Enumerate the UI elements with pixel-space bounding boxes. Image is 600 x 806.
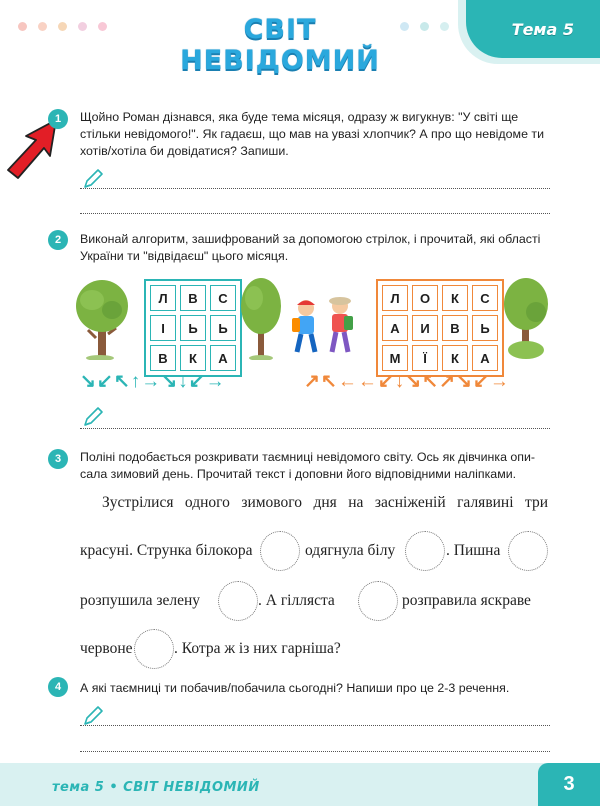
task-2-text xyxy=(80,231,540,265)
story-word: галявині xyxy=(457,494,514,511)
story-text: одягнула білу xyxy=(305,542,396,559)
story-text: . Пишна xyxy=(446,542,501,559)
story-word: одного xyxy=(184,494,230,511)
story-text: . Котра ж із них гарніша? xyxy=(174,640,341,657)
decor-dot xyxy=(38,22,47,31)
story-word: зимового xyxy=(241,494,302,511)
grid-cell: Л xyxy=(150,285,176,311)
task-1-line: стільки невідомого!". Як гадаєш, що мав на увазі хлопчик? А про що невідоме ти xyxy=(80,127,545,141)
letter-grid-left xyxy=(144,279,242,377)
decor-dot xyxy=(440,22,449,31)
task-2-line: Виконай алгоритм, зашифрований за допомогою стрілок, і прочитай, які області xyxy=(80,232,541,246)
decor-dot xyxy=(420,22,429,31)
tree-illustration xyxy=(500,276,552,360)
arrow-sequence-right: ↗↖←←↙↓↘↖↗↘↙→ xyxy=(304,371,510,392)
grid-cell: А xyxy=(210,345,236,371)
answer-line[interactable] xyxy=(80,428,550,429)
story-text: розправила яскраве xyxy=(402,592,531,609)
task-number-2: 2 xyxy=(48,230,68,250)
grid-cell: В xyxy=(442,315,468,341)
story-text: красуні. Струнка білокора xyxy=(80,542,253,559)
answer-line[interactable] xyxy=(80,213,550,214)
sticker-slot[interactable] xyxy=(218,581,258,621)
grid-cell: Ь xyxy=(472,315,498,341)
theme-tab xyxy=(458,0,600,64)
grid-cell: Ї xyxy=(412,345,438,371)
hikers-illustration xyxy=(286,294,362,360)
grid-cell: И xyxy=(412,315,438,341)
decor-dot xyxy=(400,22,409,31)
tree-illustration xyxy=(238,276,284,360)
task-4-text xyxy=(80,680,509,697)
arrow-sequence-left: ↘↙↖↑→↘↓↙→ xyxy=(80,371,226,392)
decor-dot xyxy=(18,22,27,31)
grid-cell: В xyxy=(150,345,176,371)
grid-cell: М xyxy=(382,345,408,371)
task-number-4: 4 xyxy=(48,677,68,697)
grid-cell: К xyxy=(442,345,468,371)
decor-dot xyxy=(58,22,67,31)
story-word: на xyxy=(348,494,364,511)
grid-cell: В xyxy=(180,285,206,311)
story-line-1 xyxy=(102,494,548,512)
page-number: 3 xyxy=(538,763,600,806)
page-title: СВІТ НЕВІДОМИЙ xyxy=(180,14,380,76)
decor-dot xyxy=(78,22,87,31)
tree-illustration xyxy=(70,276,134,360)
pencil-icon xyxy=(82,406,104,428)
pencil-icon xyxy=(82,168,104,190)
task-3-text xyxy=(80,449,535,483)
story-word: Зустрілися xyxy=(102,494,174,511)
sticker-slot[interactable] xyxy=(405,531,445,571)
task-2-line: України ти "відвідаєш" цього місяця. xyxy=(80,249,289,263)
grid-cell: А xyxy=(382,315,408,341)
sticker-slot[interactable] xyxy=(260,531,300,571)
grid-cell: Ь xyxy=(210,315,236,341)
grid-cell: С xyxy=(210,285,236,311)
task-3-line: сала зимовий день. Прочитай текст і доповни його відповідними наліпками. xyxy=(80,467,517,481)
footer-label: тема 5 • СВІТ НЕВІДОМИЙ xyxy=(52,780,260,795)
story-word: дня xyxy=(313,494,337,511)
grid-cell: О xyxy=(412,285,438,311)
task-1-text xyxy=(80,109,544,160)
grid-cell: С xyxy=(472,285,498,311)
story-text: . А гілляста xyxy=(258,592,335,609)
answer-line[interactable] xyxy=(80,751,550,752)
grid-cell: К xyxy=(442,285,468,311)
theme-tab-label: Тема 5 xyxy=(511,20,574,39)
decor-dots-left xyxy=(18,22,107,31)
story-text: червоне xyxy=(80,640,133,657)
page-footer xyxy=(0,763,600,806)
grid-cell: Ь xyxy=(180,315,206,341)
grid-cell: К xyxy=(180,345,206,371)
task-4-line: А які таємниці ти побачив/побачила сьогодні? Напиши про це 2-3 речення. xyxy=(80,681,510,695)
letter-grid-right xyxy=(376,279,504,377)
answer-line[interactable] xyxy=(80,188,550,189)
task-1-line: Щойно Роман дізнався, яка буде тема місяця, одразу ж вигукнув: "У світі ще xyxy=(80,110,519,124)
story-text: розпушила зелену xyxy=(80,592,201,609)
story-word: засніженій xyxy=(374,494,446,511)
decor-dot xyxy=(98,22,107,31)
sticker-slot[interactable] xyxy=(508,531,548,571)
grid-cell: Л xyxy=(382,285,408,311)
grid-cell: А xyxy=(472,345,498,371)
task-3-line: Поліні подобається розкривати таємниці невідомого світу. Ось як дівчинка опи- xyxy=(80,450,536,464)
pencil-icon xyxy=(82,705,104,727)
answer-line[interactable] xyxy=(80,725,550,726)
task-1-line: хотів/хотіла би довідатися? Запиши. xyxy=(80,144,289,158)
task-number-1: 1 xyxy=(48,109,68,129)
sticker-slot[interactable] xyxy=(134,629,174,669)
grid-cell: І xyxy=(150,315,176,341)
sticker-slot[interactable] xyxy=(358,581,398,621)
task-number-3: 3 xyxy=(48,449,68,469)
story-word: три xyxy=(524,494,548,511)
